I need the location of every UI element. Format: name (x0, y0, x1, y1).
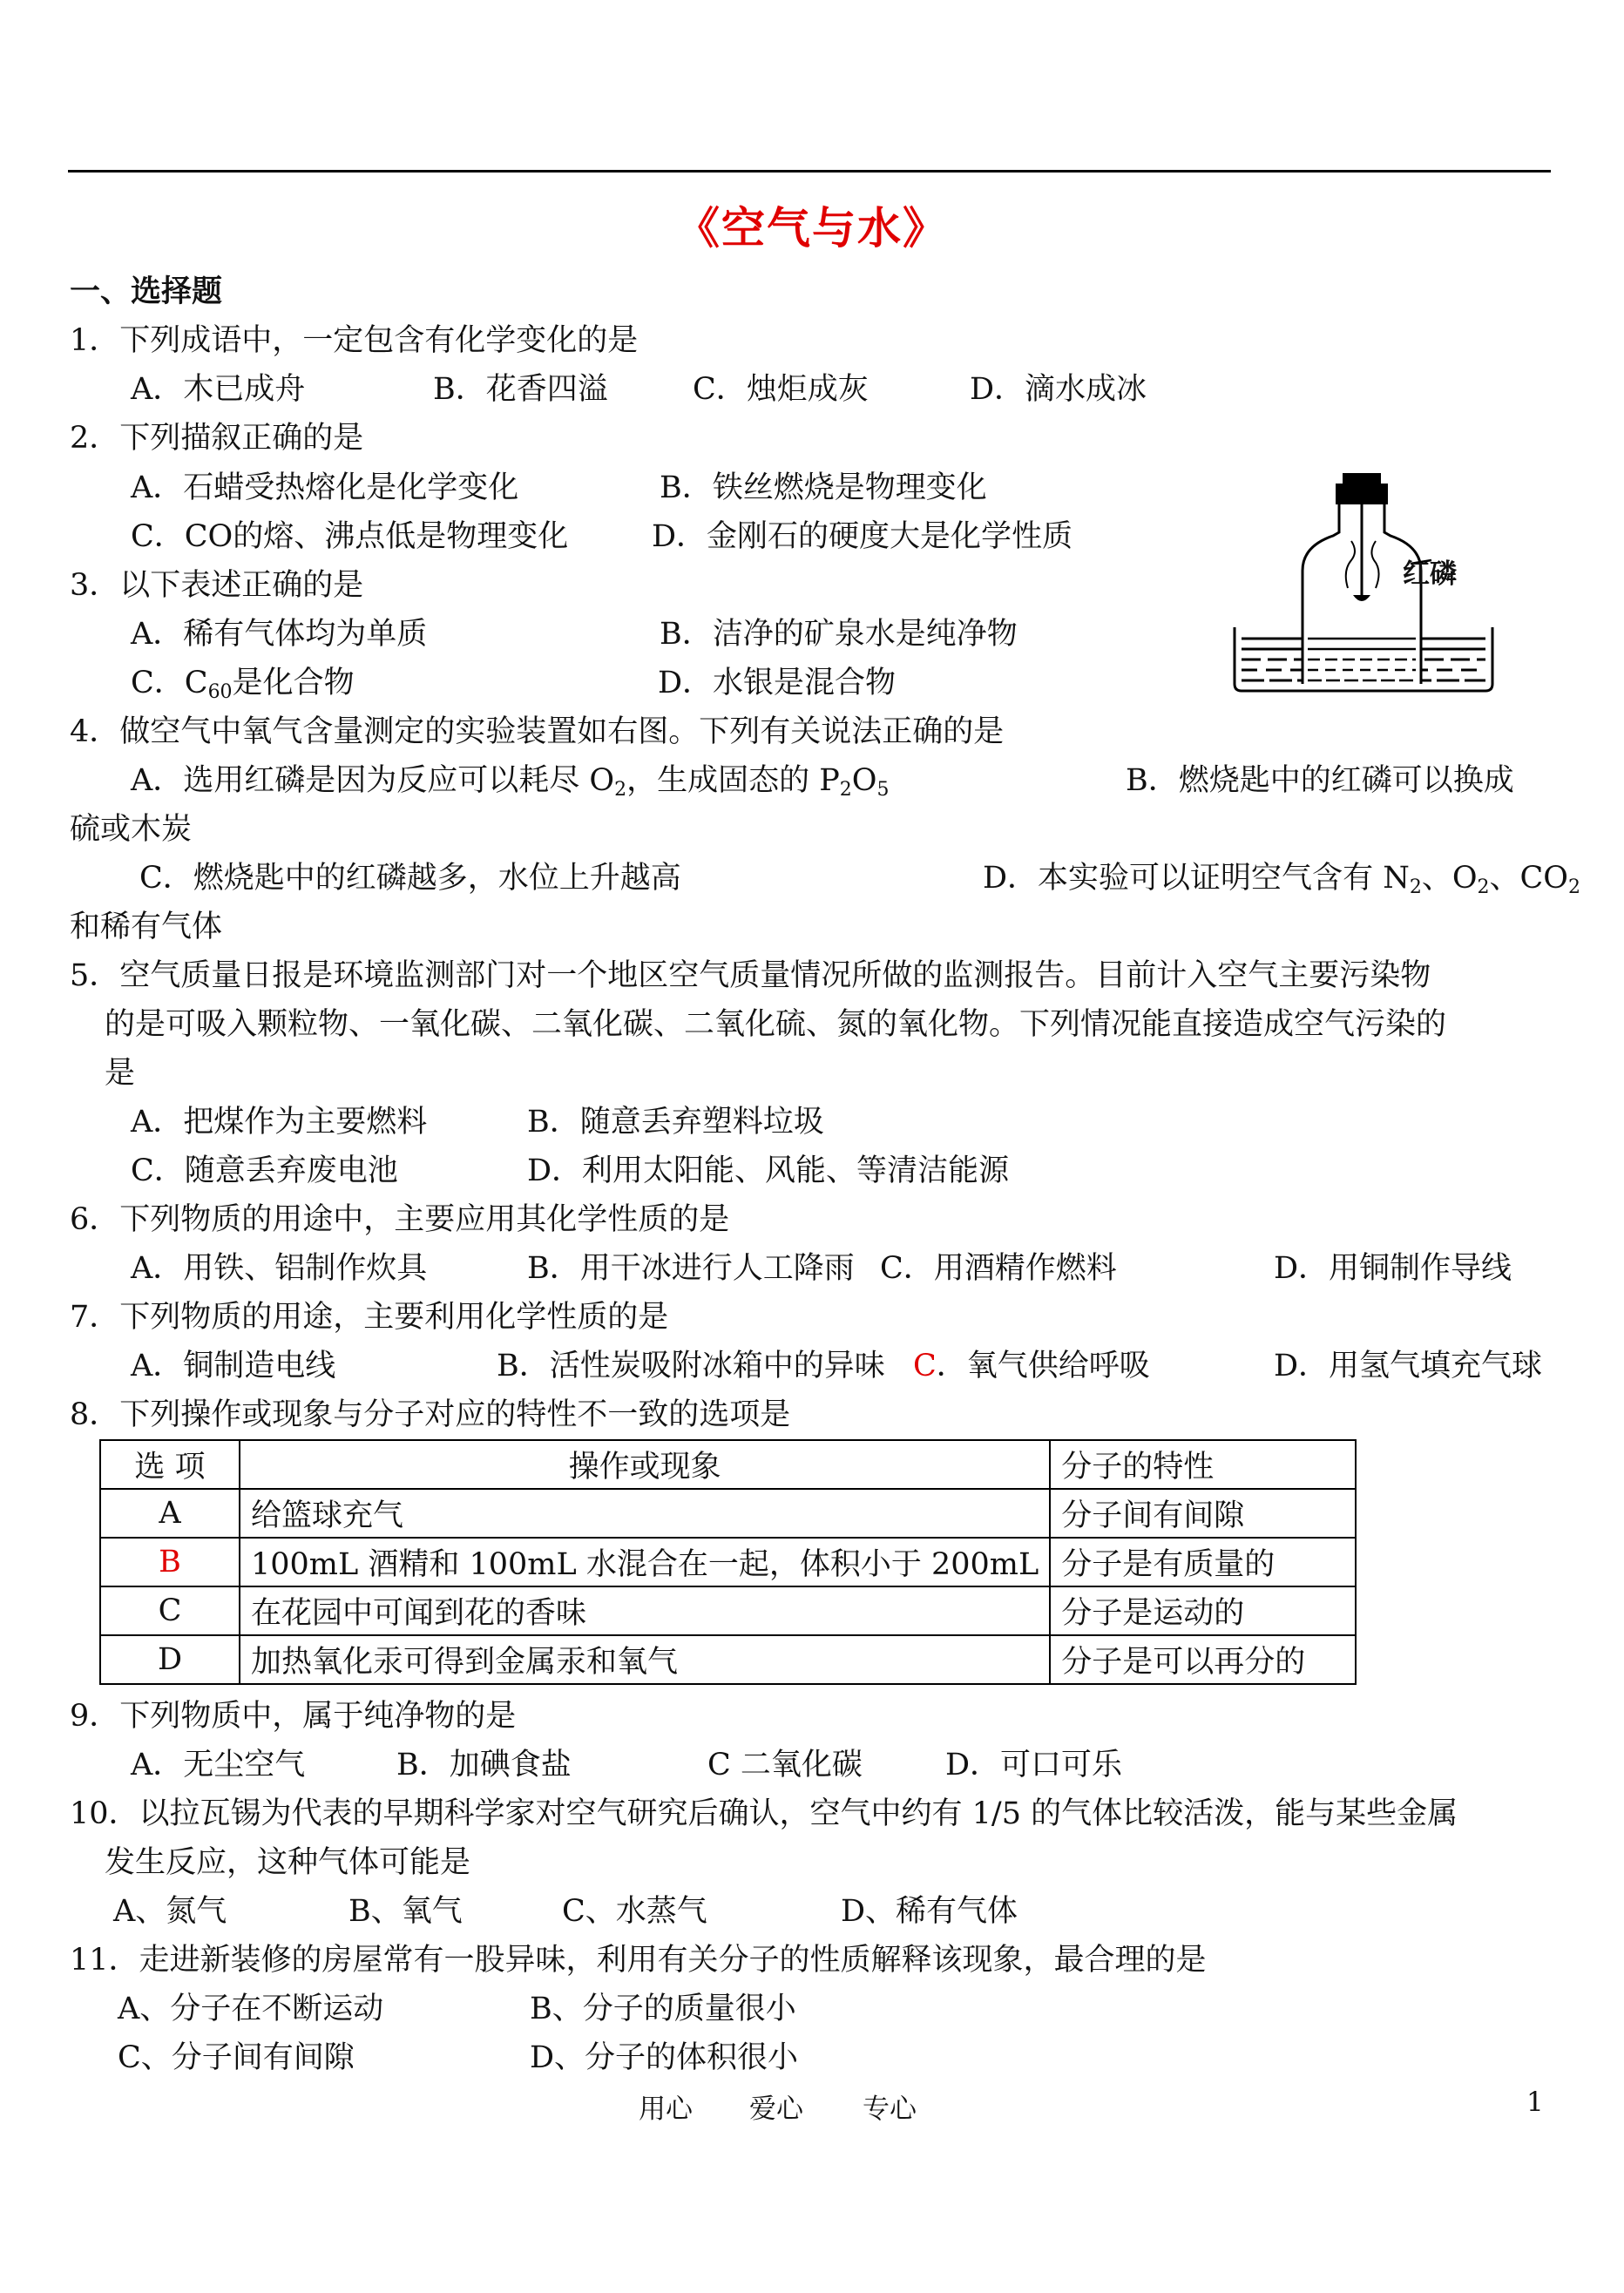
q2-option-d: D．金刚石的硬度大是化学性质 (652, 519, 1073, 554)
q11-option-a: A、分子在不断运动 (118, 1992, 384, 2026)
q9-option-c: C 二氧化碳 (707, 1748, 863, 1782)
q7-option-c (913, 1347, 1150, 1385)
q5-stem-line2: 的是可吸入颗粒物、一氧化碳、二氧化碳、二氧化硫、氮的氧化物。下列情况能直接造成空气污染的 (105, 1007, 1447, 1042)
q6-option-b: B．用干冰进行人工降雨 (527, 1251, 855, 1286)
q4-option-a (131, 761, 890, 809)
q4-option-d-continued: 和稀有气体 (70, 910, 223, 944)
q10-stem-line2: 发生反应，这种气体可能是 (105, 1845, 471, 1880)
table-row (100, 1489, 1356, 1538)
q3-option-c-subscript: 60 (207, 681, 233, 703)
table-cell-property: 分子是运动的 (1050, 1586, 1356, 1635)
section-heading: 一、选择题 (70, 274, 223, 309)
q10-option-a: A、氮气 (113, 1894, 227, 1929)
table-cell-option-answer: B (100, 1538, 240, 1586)
q10-stem-line1: 10．以拉瓦锡为代表的早期科学家对空气研究后确认，空气中约有 1/5 的气体比较活泼，能与某些金属 (70, 1796, 1458, 1831)
q5-option-a: A．把煤作为主要燃料 (131, 1105, 428, 1140)
figure-label-red-phosphorus: 红磷 (1403, 558, 1457, 590)
q4-option-d-sub1: 2 (1409, 876, 1422, 898)
q4-option-b-continued: 硫或木炭 (70, 812, 193, 847)
q7-option-c-text: ．氧气供给呼吸 (936, 1349, 1150, 1383)
table-cell-operation: 给篮球充气 (240, 1489, 1050, 1538)
table-header-row (100, 1440, 1356, 1489)
q7-option-b: B．活性炭吸附冰箱中的异味 (497, 1349, 885, 1383)
oxygen-test-apparatus-figure (1224, 466, 1573, 710)
q4-stem: 4．做空气中氧气含量测定的实验装置如右图。下列有关说法正确的是 (70, 714, 1005, 749)
q2-option-c: C．CO的熔、沸点低是物理变化 (131, 519, 569, 554)
q6-option-c: C．用酒精作燃料 (880, 1251, 1117, 1286)
table-header-property: 分子的特性 (1050, 1440, 1356, 1489)
q4-option-d-sub2: 2 (1477, 876, 1490, 898)
q3-option-c-text: C．C (131, 666, 208, 700)
q4-option-d-sub3: 2 (1568, 876, 1581, 898)
q10-option-d: D、稀有气体 (841, 1894, 1018, 1929)
table-cell-option: D (100, 1635, 240, 1684)
q7-option-d: D．用氢气填充气球 (1274, 1349, 1543, 1383)
footer-motto-1: 用心 (639, 2093, 693, 2125)
q2-option-a: A．石蜡受热熔化是化学变化 (131, 470, 519, 505)
q1-option-a: A．木已成舟 (131, 372, 306, 407)
q5-stem-line3: 是 (105, 1056, 136, 1091)
q1-option-d: D．滴水成冰 (970, 372, 1147, 407)
q6-option-a: A．用铁、铝制作炊具 (131, 1251, 428, 1286)
q4-option-b: B．燃烧匙中的红磷可以换成 (1126, 763, 1514, 798)
q1-stem: 1．下列成语中，一定包含有化学变化的是 (70, 323, 639, 358)
header-rule (68, 170, 1551, 172)
q3-option-b: B．洁净的矿泉水是纯净物 (660, 617, 1018, 652)
q2-option-b: B．铁丝燃烧是物理变化 (660, 470, 987, 505)
q10-option-b: B、氧气 (348, 1894, 463, 1929)
q4-option-a-sub2: 2 (839, 779, 852, 801)
table-cell-operation: 100mL 酒精和 100mL 水混合在一起，体积小于 200mL (240, 1538, 1050, 1586)
q7-stem: 7．下列物质的用途，主要利用化学性质的是 (70, 1300, 669, 1335)
q10-option-c: C、水蒸气 (562, 1894, 707, 1929)
q3-option-c (131, 664, 355, 712)
table-row (100, 1538, 1356, 1586)
table-header-operation: 操作或现象 (240, 1440, 1050, 1489)
page-number: 1 (1526, 2087, 1544, 2118)
q1-option-c: C．烛炬成灰 (693, 372, 869, 407)
q5-stem-line1: 5．空气质量日报是环境监测部门对一个地区空气质量情况所做的监测报告。目前计入空气主要污染物 (70, 958, 1431, 993)
q4-option-a-part3: O (851, 763, 877, 798)
table-cell-property: 分子间有间隙 (1050, 1489, 1356, 1538)
q9-option-a: A．无尘空气 (131, 1748, 306, 1782)
q6-stem: 6．下列物质的用途中，主要应用其化学性质的是 (70, 1202, 730, 1237)
table-cell-property: 分子是可以再分的 (1050, 1635, 1356, 1684)
footer-motto-2: 爱心 (749, 2093, 803, 2125)
q11-option-b: B、分子的质量很小 (530, 1992, 796, 2026)
q5-option-d: D．利用太阳能、风能、等清洁能源 (527, 1153, 1010, 1188)
q4-option-a-sub1: 2 (614, 779, 627, 801)
table-cell-operation: 在花园中可闻到花的香味 (240, 1586, 1050, 1635)
q1-option-b: B．花香四溢 (433, 372, 608, 407)
table-row (100, 1635, 1356, 1684)
table-cell-property: 分子是有质量的 (1050, 1538, 1356, 1586)
q3-option-c-rest: 是化合物 (232, 666, 355, 700)
q5-option-b: B．随意丢弃塑料垃圾 (527, 1105, 824, 1140)
q7-option-a: A．铜制造电线 (131, 1349, 336, 1383)
q2-stem: 2．下列描叙正确的是 (70, 421, 364, 456)
table-cell-option: C (100, 1586, 240, 1635)
q11-stem: 11．走进新装修的房屋常有一股异味，利用有关分子的性质解释该现象，最合理的是 (70, 1943, 1207, 1978)
q4-option-c: C．燃烧匙中的红磷越多，水位上升越高 (139, 861, 681, 896)
q7-answer-mark: C (913, 1349, 937, 1383)
table-row (100, 1586, 1356, 1635)
q4-option-d-part2: 、O (1421, 861, 1478, 896)
table-cell-option: A (100, 1489, 240, 1538)
q11-option-c: C、分子间有间隙 (118, 2040, 355, 2075)
q9-stem: 9．下列物质中，属于纯净物的是 (70, 1699, 517, 1734)
q11-option-d: D、分子的体积很小 (530, 2040, 799, 2075)
q5-option-c: C．随意丢弃废电池 (131, 1153, 398, 1188)
q3-option-a: A．稀有气体均为单质 (131, 617, 428, 652)
q8-stem: 8．下列操作或现象与分子对应的特性不一致的选项是 (70, 1397, 791, 1432)
q8-table (99, 1439, 1357, 1685)
q4-option-a-part1: A．选用红磷是因为反应可以耗尽 O (131, 763, 615, 798)
q4-option-a-part2: ，生成固态的 P (626, 763, 840, 798)
q9-option-b: B．加碘食盐 (396, 1748, 572, 1782)
page-title: 《空气与水》 (676, 202, 948, 254)
q9-option-d: D．可口可乐 (945, 1748, 1123, 1782)
q4-option-d-part3: 、CO (1489, 861, 1569, 896)
q6-option-d: D．用铜制作导线 (1274, 1251, 1512, 1286)
q4-option-d-part1: D．本实验可以证明空气含有 N (983, 861, 1410, 896)
table-header-option: 选 项 (100, 1440, 240, 1489)
q3-stem: 3．以下表述正确的是 (70, 568, 364, 603)
q3-option-d: D．水银是混合物 (658, 666, 897, 700)
q4-option-a-sub3: 5 (876, 779, 890, 801)
q4-option-d (983, 859, 1580, 907)
table-cell-operation: 加热氧化汞可得到金属汞和氧气 (240, 1635, 1050, 1684)
footer-motto-3: 专心 (863, 2093, 917, 2125)
